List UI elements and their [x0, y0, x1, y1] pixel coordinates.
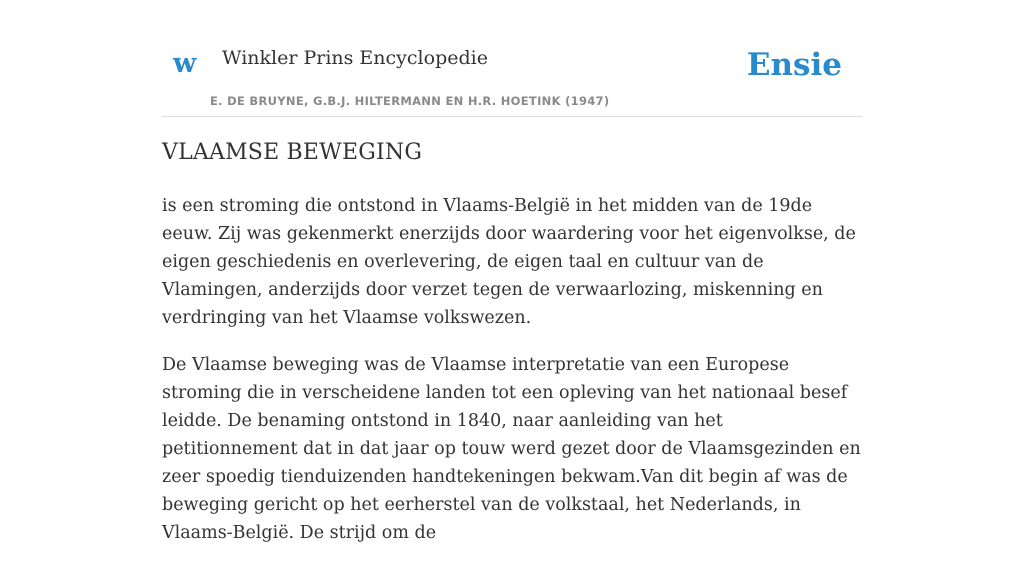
encyclopedia-title[interactable]: Winkler Prins Encyclopedie — [222, 47, 488, 69]
article-title: VLAAMSE BEWEGING — [162, 140, 423, 165]
authors-line: E. DE BRUYNE, G.B.J. HILTERMANN EN H.R. HOETINK (1947) — [210, 94, 610, 108]
site-header — [162, 0, 862, 117]
article-paragraph: De Vlaamse beweging was de Vlaamse interpretatie van een Europese stroming die in verscheidene landen tot een opleving van het nationaal besef leidde. De benaming ontstond in 1840, naar aanleiding van het petitionnement dat in dat jaar op touw werd gezet door de Vlaamsgezinden en zeer spoedig tienduizenden handtekeningen bekwam.Van dit begin af was de beweging gericht op het eerherstel van de volkstaal, het Nederlands, in Vlaams-België. De strijd om de — [162, 355, 861, 543]
article-body — [162, 192, 862, 566]
article-paragraph: is een stroming die ontstond in Vlaams-België in het midden van de 19de eeuw. Zij was gekenmerkt enerzijds door waardering voor het eigenvolkse, de eigen geschiedenis en overlevering, de eigen taal en cultuur van de Vlamingen, anderzijds door verzet tegen de verwaarlozing, miskenning en verdringing van het Vlaamse volkswezen. — [162, 196, 856, 328]
brand-logo[interactable]: Ensie — [746, 47, 842, 83]
site-logo[interactable]: w — [173, 48, 197, 79]
